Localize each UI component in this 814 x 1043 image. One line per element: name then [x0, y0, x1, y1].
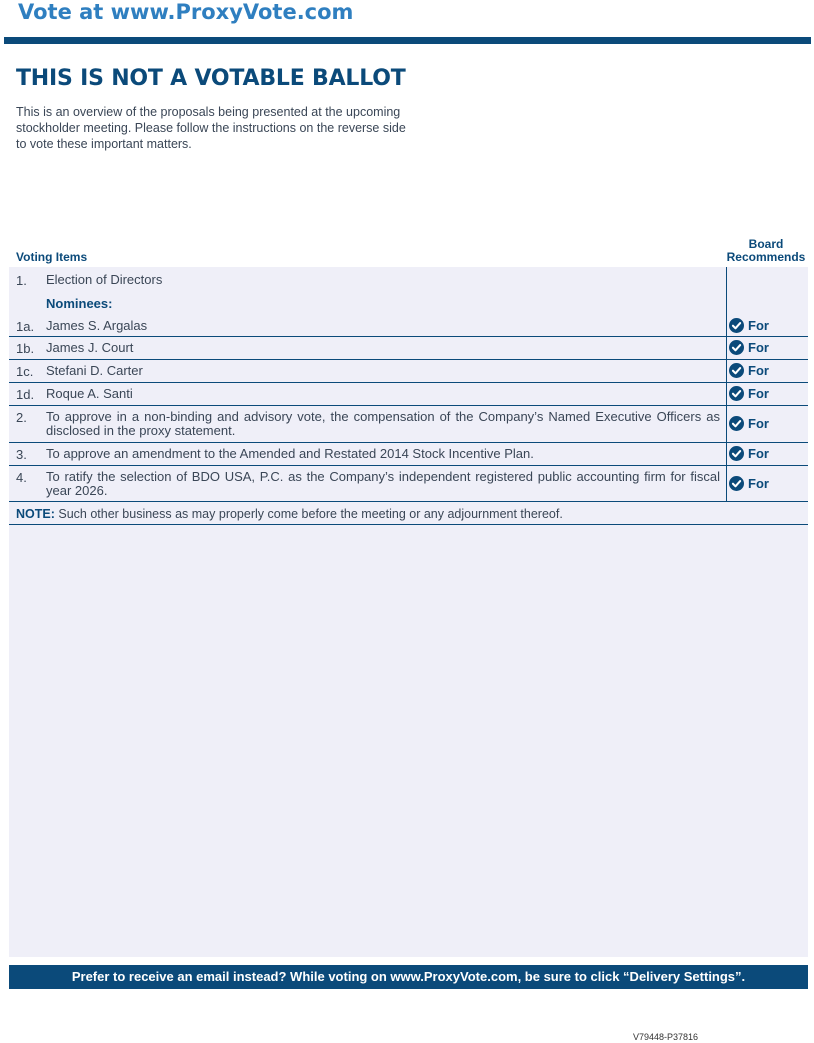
check-circle-icon [729, 318, 744, 333]
board-recommends-header [724, 238, 808, 264]
item-text: James J. Court [46, 340, 134, 355]
recommendation-label: For [748, 340, 769, 355]
item-text: James S. Argalas [46, 318, 148, 333]
recommendation-label: For [748, 363, 769, 378]
check-circle-icon [729, 446, 744, 461]
item-number: 1b. [16, 341, 35, 356]
recommendation [729, 340, 769, 355]
top-rule [4, 37, 811, 44]
check-circle-icon [729, 386, 744, 401]
recommendation [729, 416, 769, 431]
item-text: Roque A. Santi [46, 386, 133, 401]
note-label: NOTE: [16, 507, 55, 521]
item-text: Stefani D. Carter [46, 363, 143, 378]
check-circle-icon [729, 416, 744, 431]
note-text [16, 507, 563, 521]
row-divider [9, 524, 808, 525]
recommendation [729, 386, 769, 401]
check-circle-icon [729, 363, 744, 378]
recommendation [729, 363, 769, 378]
recommendation-label: For [748, 416, 769, 431]
note-body: Such other business as may properly come before the meeting or any adjournment thereof. [54, 507, 563, 521]
board-header-line1: Board [748, 237, 784, 251]
row-divider [9, 442, 808, 443]
item-number: 2. [16, 410, 27, 425]
row-divider [9, 359, 808, 360]
item-text: To ratify the selection of BDO USA, P.C. as the Company’s independent registered public accounting firm for fiscal year 2026. [46, 469, 720, 498]
row-divider [9, 336, 808, 337]
recommend-column-divider [726, 267, 727, 502]
nominees-label: Nominees: [46, 296, 113, 311]
document-code: V79448-P37816 [632, 1032, 698, 1042]
recommendation-label: For [748, 446, 769, 461]
item-number: 1. [16, 273, 27, 288]
delivery-settings-banner: Prefer to receive an email instead? While voting on www.ProxyVote.com, be sure to click “Delivery Settings”. [9, 965, 808, 989]
recommendation [729, 476, 769, 491]
recommendation-label: For [748, 476, 769, 491]
intro-text: This is an overview of the proposals being presented at the upcoming stockholder meeting. Please follow the instructions on the reverse side to vote these important matters. [16, 105, 406, 151]
check-circle-icon [729, 476, 744, 491]
item-text: Election of Directors [46, 272, 163, 287]
board-header-line2: Recommends [726, 250, 806, 264]
item-number: 1c. [16, 364, 34, 379]
row-divider [9, 501, 808, 502]
check-circle-icon [729, 340, 744, 355]
recommendation-label: For [748, 318, 769, 333]
item-number: 1d. [16, 387, 35, 402]
recommendation [729, 318, 769, 333]
vote-url-heading: Vote at www.ProxyVote.com [18, 0, 354, 24]
row-divider [9, 465, 808, 466]
row-divider [9, 382, 808, 383]
item-number: 3. [16, 447, 27, 462]
voting-items-header: Voting Items [16, 250, 88, 264]
item-number: 1a. [16, 319, 35, 334]
recommendation [729, 446, 769, 461]
recommendation-label: For [748, 386, 769, 401]
item-number: 4. [16, 470, 27, 485]
item-text: To approve an amendment to the Amended and Restated 2014 Stock Incentive Plan. [46, 446, 534, 461]
ballot-title: THIS IS NOT A VOTABLE BALLOT [16, 66, 406, 91]
row-divider [9, 405, 808, 406]
item-text: To approve in a non-binding and advisory vote, the compensation of the Company’s Named Executive Officers as disclosed in the proxy statement. [46, 409, 720, 438]
